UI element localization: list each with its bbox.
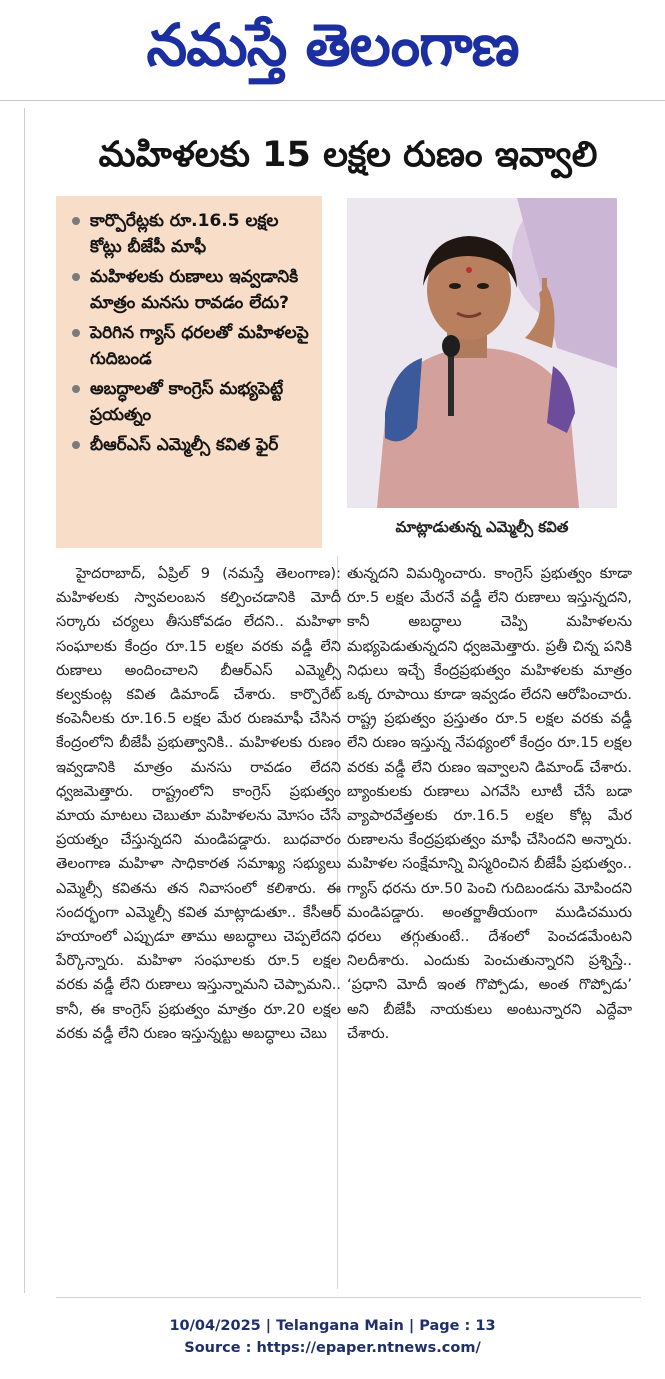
article-body-column-left: హైదరాబాద్‌, ఏప్రిల్‌ 9 (నమస్తే తెలంగాణ): మహిళలకు స్వావలంబన కల్పించడానికి మోదీ సర్కారు చర్యలు తీసుకోవడం లేదని.. మహిళా సంఘాలకు కేంద్రం రూ.15 లక్షల వరకు వడ్డీ లేని రుణాలు అందించాలని బీఆర్‌ఎస్‌ ఎమ్మెల్సీ కల్వకుంట్ల కవిత డిమాండ్‌ చేశారు. కార్పొరేట్‌ కంపెనీలకు రూ.16.5 లక్షల మేర రుణమాఫీ చేసిన కేంద్రంలోని బీజేపీ ప్రభుత్వానికి.. మహిళలకు రుణం ఇవ్వడానికి మాత్రం మనసు రావడం లేదని ధ్వజమెత్తారు. రాష్ట్రంలోని కాంగ్రెస్‌ ప్రభుత్వం మాయ మాటలు చెబుతూ మహిళలను మోసం చేసే ప్రయత్నం చేస్తున్నదని మండిపడ్డారు. బుధవారం తెలంగాణ మహిళా సాధికారత సమాఖ్య సభ్యులు ఎమ్మెల్సీ కవితను తన నివాసంలో కలిశారు. ఈ సందర్భంగా ఎమ్మెల్సీ కవిత మాట్లాడుతూ.. కేసీఆర్‌ హయాంలో ఎప్పుడూ తాము అబద్ధాలు చెప్పలేదని పేర్కొన్నారు. మహిళా సంఘాలకు రూ.5 లక్షల వరకు వడ్డీ లేని రుణాలు ఇస్తున్నామని చెప్పామని.. కానీ, ఈ కాంగ్రెస్‌ ప్రభుత్వం మాత్రం రూ.20 లక్షల వరకు వడ్డీ లేని రుణం ఇస్తున్నట్టు అబద్ధాలు చెబు bbox=[56, 565, 341, 1042]
highlight-item bbox=[70, 376, 312, 428]
headline-box bbox=[30, 112, 665, 198]
masthead bbox=[0, 0, 665, 100]
photo-caption: మాట్లాడుతున్న ఎమ్మెల్సీ కవిత bbox=[395, 518, 569, 536]
page-footer bbox=[0, 1315, 665, 1359]
highlights-box bbox=[56, 196, 322, 548]
highlight-item bbox=[70, 432, 312, 458]
bullet-icon bbox=[72, 217, 80, 225]
highlight-item bbox=[70, 264, 312, 316]
speaker-photo bbox=[347, 198, 617, 508]
speaker-photo-illustration bbox=[347, 198, 617, 508]
footer-divider bbox=[56, 1297, 641, 1298]
highlight-text: పెరిగిన గ్యాస్‌ ధరలతో మహిళలపై గుదిబండ bbox=[90, 323, 309, 369]
bullet-icon bbox=[72, 273, 80, 281]
highlight-item bbox=[70, 320, 312, 372]
highlight-item bbox=[70, 208, 312, 260]
highlight-text: కార్పొరేట్లకు రూ.16.5 లక్షల కోట్లు బీజేపీ మాఫీ bbox=[90, 211, 279, 257]
article-body-column-right: తున్నదని విమర్శించారు. కాంగ్రెస్‌ ప్రభుత్వం కూడా రూ.5 లక్షల మేరనే వడ్డీ లేని రుణాలు ఇస్తున్నదని, కానీ అబద్ధాలు చెప్పి మహిళలను మభ్యపెడుతున్నదని ధ్వజమెత్తారు. ప్రతీ చిన్న పనికి నిధులు ఇచ్చే కేంద్రప్రభుత్వం మహిళలకు మాత్రం ఒక్క రూపాయి కూడా ఇవ్వడం లేదని ఆరోపించారు. రాష్ట్ర ప్రభుత్వం ప్రస్తుతం రూ.5 లక్షల వరకు వడ్డీ లేని రుణం ఇస్తున్న నేపథ్యంలో కేంద్రం రూ.15 లక్షల వరకు వడ్డీ లేని రుణం ఇవ్వాలని డిమాండ్‌ చేశారు. బ్యాంకులకు రుణాలు ఎగవేసి లూటీ చేసే బడా వ్యాపారవేత్తలకు రూ.16.5 లక్షల కోట్ల మేర రుణాలను కేంద్రప్రభుత్వం మాఫీ చేసిందని అన్నారు. మహిళల సంక్షేమాన్ని విస్మరించిన బీజేపీ ప్రభుత్వం.. గ్యాస్‌ ధరను రూ.50 పెంచి గుదిబండను మోపిందని మండిపడ్డారు. అంతర్జాతీయంగా ముడిచమురు ధరలు తగ్గుతుంటే.. దేశంలో పెంచడమేంటని నిలదీశారు. ఎందుకు పెంచుతున్నారని ప్రశ్నిస్తే.. ‘ప్రధాని మోదీ ఇంత గొప్పోడు, అంత గొప్పోడు’ అని బీజేపీ నాయకులు అంటున్నారని ఎద్దేవా చేశారు. bbox=[347, 565, 632, 1042]
footer-source: Source : https://epaper.ntnews.com/ bbox=[184, 1340, 481, 1356]
highlight-text: మహిళలకు రుణాలు ఇవ్వడానికి మాత్రం మనసు రావడం లేదు? bbox=[90, 267, 299, 313]
highlight-text: బీఆర్‌ఎస్‌ ఎమ్మెల్సీ కవిత ఫైర్‌ bbox=[90, 435, 279, 455]
newspaper-logo: నమస్తే తెలంగాణ bbox=[146, 11, 519, 79]
highlight-text: అబద్ధాలతో కాంగ్రెస్‌ మభ్యపెట్టే ప్రయత్నం bbox=[90, 379, 284, 425]
bullet-icon bbox=[72, 385, 80, 393]
masthead-divider bbox=[0, 100, 665, 101]
bullet-icon bbox=[72, 329, 80, 337]
article-headline: మహిళలకు 15 లక్షల రుణం ఇవ్వాలి bbox=[98, 135, 598, 175]
bullet-icon bbox=[72, 441, 80, 449]
footer-edition-info: 10/04/2025 | Telangana Main | Page : 13 bbox=[169, 1318, 496, 1334]
